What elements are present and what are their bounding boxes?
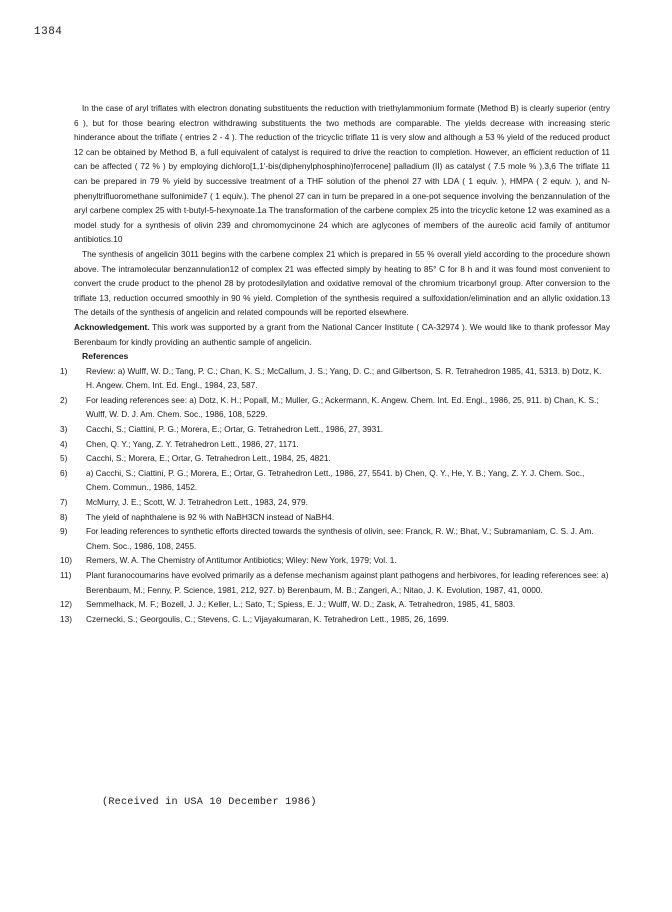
reference-list <box>60 364 610 627</box>
reference-text: Review: a) Wulff, W. D.; Tang, P. C.; Chan, K. S.; McCallum, J. S.; Yang, D. C.; and Gilbertson, S. R. Tetrahedron 1985, 41, 5313. b) Dotz, K. H. Angew. Chem. Int. Ed. Engl., 1984, 23, 587. <box>86 365 602 391</box>
reference-item <box>60 597 610 612</box>
reference-item <box>60 437 610 452</box>
reference-item <box>60 364 610 393</box>
paragraph-1: In the case of aryl triflates with electron donating substituents the reduction with triethylammonium formate (Method B) is clearly superior (entry 6 ), but for those bearing electron withdrawing substituents the two methods are comparable. The yields decrease with increasing steric hinderance about the triflate ( entries 2 - 4 ). The reduction of the tricyclic triflate 11 is very slow and although a 53 % yield of the reduced product 12 can be obtained by Method B, a full equivalent of catalyst is required to drive the reaction to completion. However, an efficient reduction of 11 can be affected ( 72 % ) by employing dichloro[1,1'-bis(diphenylphosphino)ferrocene] palladium (II) as catalyst ( 7.5 mole % ).3,6 The triflate 11 can be prepared in 79 % yield by successive treatment of a THF solution of the phenol 27 with LDA ( 1 equiv. ), HMPA ( 2 equiv. ), and N-phenyltrifluoromethane sulfonimide7 ( 1 equiv.). The phenol 27 can in turn be prepared in a one-pot sequence involving the benzannulation of the aryl carbene complex 25 with t-butyl-5-hexynoate.1a The transformation of the carbene complex 25 into the tricyclic ketone 12 was examined as a model study for a synthesis of olivin 239 and chromomycinone 24 which are aglycones of members of the aureolic acid family of antitumor antibiotics.10 <box>74 103 610 245</box>
reference-text: Cacchi, S.; Ciattini, P. G.; Morera, E.; Ortar, G. Tetrahedron Lett., 1986, 27, 3931. <box>86 424 384 435</box>
acknowledgement <box>74 320 610 349</box>
reference-item <box>60 553 610 568</box>
article-body <box>60 101 610 626</box>
reference-text: For leading references to synthetic efforts directed towards the synthesis of olivin, see: Franck, R. W.; Bhat, V.; Subramaniam, C. S. J. Am. Chem. Soc., 1986, 108, 2455. <box>86 526 594 551</box>
reference-number: 13) <box>60 613 72 624</box>
reference-item <box>60 422 610 437</box>
received-date: (Received in USA 10 December 1986) <box>102 797 317 808</box>
paragraph-2: The synthesis of angelicin 3011 begins with the carbene complex 21 which is prepared in 55 % overall yield according to the procedure shown above. The intramolecular benzannulation12 of complex 21 was effected simply by heating to 85° C for 8 h and it was found most convenient to convert the crude product to the phenol 28 by protodesilylation and oxidative removal of the chromium tricarbonyl group. After conversion to the triflate 13, reduction occurred smoothly in 90 % yield. Completion of the synthesis required a sulfoxidation/elimination and an allylic oxidation.13 The details of the synthesis of angelicin and related compounds will be reported elsewhere. <box>74 248 610 318</box>
reference-item <box>60 612 610 627</box>
reference-item <box>60 568 610 597</box>
reference-number: 4) <box>60 438 68 449</box>
reference-number: 8) <box>60 511 68 522</box>
references-heading: References <box>82 351 129 362</box>
reference-item <box>60 524 610 553</box>
reference-text: For leading references see: a) Dotz, K. H.; Popall, M.; Muller, G.; Ackermann, K. Angew. Chem. Int. Ed. Engl., 1986, 25, 911. b) Chan, K. S.; Wulff, W. D. J. Am. Chem. Soc., 1986, 108, 5229. <box>86 394 599 420</box>
reference-number: 2) <box>60 394 68 405</box>
reference-number: 1) <box>60 365 68 376</box>
reference-item <box>60 495 610 510</box>
reference-text: Czernecki, S.; Georgoulis, C.; Stevens, C. L.; Vijayakumaran, K. Tetrahedron Lett., 1985, 26, 1699. <box>86 613 449 624</box>
reference-item <box>60 510 610 525</box>
reference-number: 5) <box>60 453 68 464</box>
reference-text: McMurry, J. E.; Scott, W. J. Tetrahedron Lett., 1983, 24, 979. <box>86 497 308 508</box>
reference-item <box>60 451 610 466</box>
reference-number: 3) <box>60 424 68 435</box>
reference-number: 11) <box>60 570 72 580</box>
reference-text: Cacchi, S.; Morera, E.; Ortar, G. Tetrahedron Lett., 1984, 25, 4821. <box>86 453 331 464</box>
reference-item <box>60 466 610 495</box>
acknowledgement-text: This work was supported by a grant from the National Cancer Institute ( CA-32974 ). We would like to thank professor May Berenbaum for kindly providing an authentic sample of angelicin. <box>74 321 610 347</box>
acknowledgement-label: Acknowledgement. <box>74 321 150 332</box>
page-number: 1384 <box>34 26 63 38</box>
reference-text: The yield of naphthalene is 92 % with NaBH3CN instead of NaBH4. <box>86 511 335 522</box>
reference-number: 9) <box>60 526 68 537</box>
reference-number: 7) <box>60 497 68 508</box>
reference-text: Plant furanocoumarins have evolved primarily as a defense mechanism against plant pathogens and herbivores, for leading references see: a) Berenbaum, M.; Fenny, P. Science, 1981, 212, 927. b) Berenbaum, M. B.; Zangeri, A.; Nitao, J. K. Evolution, 1987, 41, 0000. <box>86 570 609 595</box>
reference-number: 10) <box>60 555 72 566</box>
reference-text: Semmelhack, M. F.; Bozell, J. J.; Keller, L.; Sato, T.; Spiess, E. J.; Wulff, W. D.; Zask, A. Tetrahedron, 1985, 41, 5803. <box>86 599 516 610</box>
reference-text: Remers, W. A. The Chemistry of Antitumor Antibiotics; Wiley: New York, 1979; Vol. 1. <box>86 555 397 566</box>
reference-text: Chen, Q. Y.; Yang, Z. Y. Tetrahedron Lett., 1986, 27, 1171. <box>86 438 299 449</box>
reference-item <box>60 393 610 422</box>
reference-number: 6) <box>60 467 68 478</box>
reference-text: a) Cacchi, S.; Ciattini, P. G.; Morera, E.; Ortar, G. Tetrahedron Lett., 1986, 27, 5541. b) Chen, Q. Y., He, Y. B.; Yang, Z. Y. J. Chem. Soc., Chem. Commun., 1986, 1452. <box>86 467 585 493</box>
reference-number: 12) <box>60 599 72 610</box>
